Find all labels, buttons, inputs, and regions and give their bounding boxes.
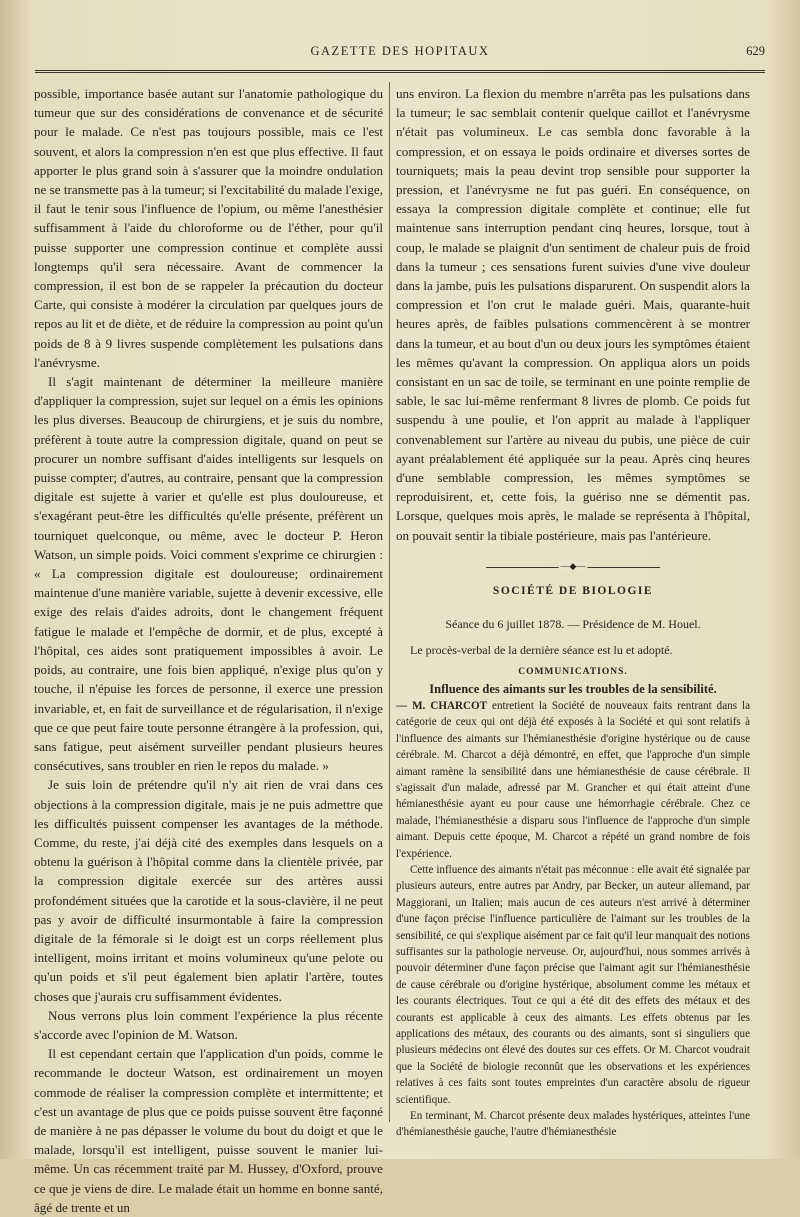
- page-header: [35, 44, 765, 64]
- paragraph: En terminant, M. Charcot présente deux malades hystériques, atteintes l'une d'hémianesthésie gauche, l'autre d'hémianesthésie: [396, 1110, 750, 1139]
- paragraph: Je suis loin de prétendre qu'il n'y ait rien de vrai dans ces objections à la compression digitale, mais je ne puis admettre que les difficultés puissent compenser les avantages de la méthode. Comme, du reste, j'ai déjà cité des exemples dans lesquels on a obtenu la guérison à l'hôpital comme dans la clientèle privée, par la compression digitale exercée sur des artères aussi profondément situées que la carotide et la sous-clavière, il ne peut pas y avoir de difficulté insurmontable à faire la compression digitale de la fémorale si le doigt est un corps réellement plus intelligent, moins irritant et moins volumineux qu'une pelote ou qu'un poids et s'il peut également bien aplatir l'artère, toutes choses que j'aurais cru suffisamment évidentes.: [34, 777, 383, 1004]
- paragraph: Il est cependant certain que l'application d'un poids, comme le recommande le docteur Watson, est ordinairement un moyen commode de réaliser la compression complète et intermittente; et c'est un avantage de plus que ce poids puisse souvent être façonné de manière à ne pas dépasser le volume du bout du doigt et que le malade, lorsqu'il est intelligent, puisse souvent le manier lui-même. Un cas récemment traité par M. Hussey, d'Oxford, prouve ce que je viens de dire. Le malade était un homme en bonne santé, âgé de trente et un: [34, 1046, 383, 1215]
- header-rule: [35, 70, 765, 73]
- paragraph: Il s'agit maintenant de déterminer la meilleure manière d'appliquer la compression, sujet sur lequel on a émis les opinions les plus diverses. Beaucoup de chirurgiens, et je suis du nombre, préfèrent à toute autre la compression digitale, quand on peut se procurer un nombre suffisant d'aides intelligents sur lesquels on puisse compter; d'autres, au contraire, pensant que la compression digitale est sujette à varier et qu'elle est plus douloureuse, et s'exagérant peut-être les difficultés qu'elle présente, préfèrent un tourniquet quelconque, ou même, avec le docteur P. Heron Watson, un simple poids. Voici comment s'exprime ce chirurgien : « La compression digitale est douloureuse; ordinairement maintenue d'une manière variable, sujette à devenir excessive, elle exige des relais d'aides adroits, dont le changement fréquent fatigue le malade et l'empêche de dormir, et de plus, excepté à l'hôpital, ces aides sont pratiquement impossibles à avoir. Le poids, au contraire, une fois bien appliqué, n'exige plus qu'on y touche, il n'épuise les forces de personne, il exerce une pression invariable, et, en fait de surveillance et de régularisation, il n'exige que ce que peut faire toute personne étrangère à la profession, qui, sans fatigue, peut aisément surveiller pendant plusieurs heures consécutives, sans troubler en rien le repos du malade. »: [34, 374, 383, 774]
- seance-line: Séance du 6 juillet 1878. — Présidence de M. Houel.: [445, 616, 701, 631]
- column-divider: [389, 82, 390, 1122]
- paragraph: Cette influence des aimants n'était pas méconnue : elle avait été signalée par plusieurs auteurs, entre autres par Andry, par Becker, un auteur allemand, par Maggiorani, un Italien; mais aucun de ces auteurs n'est arrivé à déterminer d'une façon précise l'influence particulière de l'aimant sur les troubles de la sensibilité, ce qui s'explique aisément par ce fait qu'il leur manquait des notions suffisantes sur la pathologie nerveuse. Or, aujourd'hui, nous sommes arrivés à pouvoir déterminer d'une façon précise que l'aimant agit sur l'hémianesthésie de cause cérébrale ou d'origine hystérique, absolument comme les métaux et les courants électriques. Tout ce qui a été dit des effets des métaux et des courants est applicable à ceux des aimants. Les effets obtenus par les applications des métaux, des courants ou des aimants, sont si singuliers que plusieurs médecins ont élevé des doutes sur ces effets. Or M. Charcot voudrait que la Société de biologie reconnût que les observations et les expériences relatives à ces faits sont toutes empreintes d'un caractère absolu de rigueur scientifique.: [396, 863, 750, 1106]
- section-title: SOCIÉTÉ DE BIOLOGIE: [492, 584, 654, 597]
- journal-title: GAZETTE DES HOPITAUX: [310, 44, 490, 58]
- article-title: Influence des aimants sur les troubles de la sensibilité.: [429, 681, 717, 696]
- article-lead: — M. CHARCOT: [396, 699, 488, 712]
- paragraph: possible, importance basée autant sur l'anatomie pathologique du tumeur que sur des considérations de convenance et de sécurité pour le malade. Ce n'est pas toujours possible, mais ce l'est souvent, et alors la compression n'en est que plus effective. Il faut apporter le plus grand soin à s'assurer que la moindre ondulation ne se transmette pas à la tumeur; si l'excitabilité du malade l'exige, il faut le tenir sous l'influence de l'opium, ou même l'anesthésier suffisamment à l'aide du chloroforme ou de l'éther, pour qu'il puisse supporter une compression continue et complète aussi longtemps qu'il sera nécessaire. Avant de commencer la compression, il est bon de se rappeler la précaution du docteur Carte, qui consiste à modérer la circulation par quelques jours de repos au lit et de diète, et de réduire la compression au point qu'un poids de 8 à 9 livres suspende complètement les pulsations dans l'anévrysme.: [34, 86, 383, 370]
- paragraph: Nous verrons plus loin comment l'expérience la plus récente s'accorde avec l'opinion de M. Watson.: [34, 1007, 383, 1042]
- paragraph-text: entretient la Société de nouveaux faits rentrant dans la catégorie de ceux qui ont déjà été exposés à la Société et qui sont relatifs à l'influence des aimants sur l'hémianesthésie d'origine hystérique ou de cause cérébrale. M. Charcot a déjà démontré, en effet, que l'approche d'un simple aimant ramène la sensibilité dans une hémianesthésie de cause cérébrale. Il s'agissait d'un malade, adressé par M. Grancher et qui était atteint d'une hémianesthésie ayant eu pour cause une hémorrhagie cérébrale. Chez ce malade, l'hémianesthésie a disparu sous l'influence de l'approche d'un simple aimant. Depuis cette époque, M. Charcot a répété un grand nombre de fois l'expérience.: [396, 699, 751, 860]
- communications-label: COMMUNICATIONS.: [518, 666, 628, 677]
- right-column: [396, 84, 750, 1141]
- section-separator: [396, 561, 750, 573]
- paragraph: uns environ. La flexion du membre n'arrêta pas les pulsations dans la tumeur; le sac semblait contenir quelque caillot et l'anévrysme n'était pas volumineux. Le cas sembla donc favorable à la compression, et on essaya le poids ordinaire et diverses sortes de tourniquets; mais la peau devint trop sensible pour supporter la pression, et l'anévrysme ne fut pas guéri. En conséquence, on essaya la compression digitale complète et continue; elle fut maintenue sans interruption pendant cinq heures, lorsque, tout à coup, le malade se plaignit d'un sentiment de chaleur puis de froid dans la tumeur ; ces sensations furent suivies d'une vive douleur dans la jambe, puis les pulsations disparurent. On suspendit alors la compression et l'on crut le malade guéri. Mais, quarante-huit heures après, de faibles pulsations commencèrent à se montrer dans la tumeur, et au bout d'un ou deux jours les symptômes étaient les mêmes qu'avant la compression. On appliqua alors un poids consistant en un sac de toile, se terminant en une pointe remplie de sable, le sac lui-même renfermant 8 livres de plomb. Ce poids fut suspendu à une poulie, et l'on apprit au malade à l'appliquer convenablement sur l'artère au niveau du pubis, une pièce de cuir ayant préalablement été appliquée sur la peau. Après cinq heures d'une semblable compression, les mêmes symptômes se reproduisirent, et, cette fois, la guériso nne se démentit pas. Lorsque, quelques mois après, le malade se représenta à l'hôpital, on pouvait sentir la tibiale postérieure, mais pas l'antérieure.: [396, 86, 750, 543]
- separator-ornament: —◆—: [560, 560, 586, 571]
- page-number: 629: [746, 44, 765, 58]
- left-column: [34, 84, 383, 1217]
- proces-verbal: Le procès-verbal de la dernière séance est lu et adopté.: [410, 642, 673, 657]
- paragraph: [396, 698, 750, 862]
